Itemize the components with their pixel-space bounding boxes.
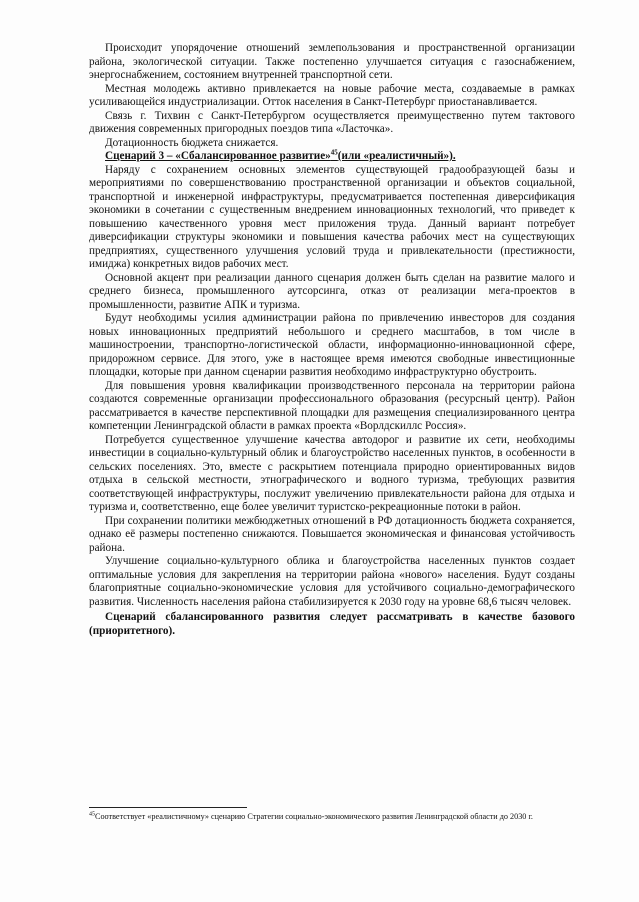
paragraph: Местная молодежь активно привлекается на новые рабочие места, создаваемые в рамках усиливающейся индустриализации. Отток населения в Санкт-Петербург приостанавливается. [89,82,575,108]
paragraph: Потребуется существенное улучшение качества автодорог и развитие их сети, необходимы инвестиции в социально-культурный облик и благоустройство населенных пунктов, в особенности в сельских поселениях. Это, вместе с раскрытием потенциала природно ориентированных видов отдыха в сельской местности, этнографического и водного туризма, требующих развития соответствующей инфраструктуры, послужит увеличению привлекательности района для отдыха и туризма и, соответственно, еще более увеличит туристско-рекреационные потоки в район. [89,433,575,513]
paragraph: Связь г. Тихвин с Санкт-Петербургом осуществляется преимущественно путем тактового движения современных пригородных поездов типа «Ласточка». [89,109,575,135]
footnote-reference: 45 [330,148,338,157]
paragraph: Дотационность бюджета снижается. [105,136,279,149]
scenario-heading-title: Сценарий 3 – «Сбалансированное развитие» [105,150,331,162]
conclusion-paragraph: Сценарий сбалансированного развития следует рассматривать в качестве базового (приоритетного). [89,611,575,637]
footnote-text: Соответствует «реалистичному» сценарию Стратегии социально-экономического развития Ленинградской области до 2030 г. [95,812,533,821]
scenario-heading [89,150,575,164]
paragraph: Для повышения уровня квалификации производственного персонала на территории района создаются современные организации профессионального образования (ресурсный центр). Район рассматривается в качестве перспективной площадки для размещения специализированного центра компетенции Ленинградской области в рамках проекта «Ворлдскиллс Россия». [89,379,575,432]
paragraph: При сохранении политики межбюджетных отношений в РФ дотационность бюджета сохраняется, однако её размеры постепенно снижаются. Повышается экономическая и финансовая устойчивость района. [89,514,575,554]
footnote-number: 45 [89,811,95,818]
paragraph: Основной акцент при реализации данного сценария должен быть сделан на развитие малого и среднего бизнеса, промышленного аутсорсинга, отказ от реализации мега-проектов в промышленности, развитие АПК и туризма. [89,271,575,311]
body-text [89,42,575,638]
footnote [89,812,575,823]
paragraph: Будут необходимы усилия администрации района по привлечению инвесторов для создания новых инновационных предприятий небольшого и среднего масштабов, в том числе в машиностроении, транспортно-логистической области, информационно-инновационной сфере, придорожном сервисе. Для этого, уже в настоящее время имеются свободные инвестиционные площадки, которые при данном сценарии развития необходимо инфраструктурно обустроить. [89,312,575,378]
scenario-heading-subtitle: (или «реалистичный»). [337,150,456,162]
footnote-divider [89,807,247,808]
paragraph: Происходит упорядочение отношений землепользования и пространственной организации района, экологической ситуации. Также постепенно улучшается ситуация с газоснабжением, энергоснабжением, состоянием внутренней транспортной сети. [89,42,575,81]
paragraph: Улучшение социально-культурного облика и благоустройства населенных пунктов создает оптимальные условия для закрепления на территории района «нового» населения. Будут созданы благоприятные социально-экономические условия для устойчивого социально-демографического развития. Численность населения района стабилизируется к 2030 году на уровне 68,6 тысяч человек. [89,555,575,608]
paragraph: Наряду с сохранением основных элементов существующей градообразующей базы и мероприятиями по совершенствованию пространственной организации и объектов социальной, транспортной и инженерной инфраструктуры, предусматривается постепенная диверсификация экономики в сочетании с существенным внедрением инновационных технологий, что приведет к повышению качественного уровня мест приложения труда. Данный вариант потребует диверсификации структуры экономики и повышения качества рабочих мест на существующих предприятиях, существенного улучшения условий труда и привлекательности (престижности, имиджа) конкретных видов рабочих мест. [89,163,575,270]
